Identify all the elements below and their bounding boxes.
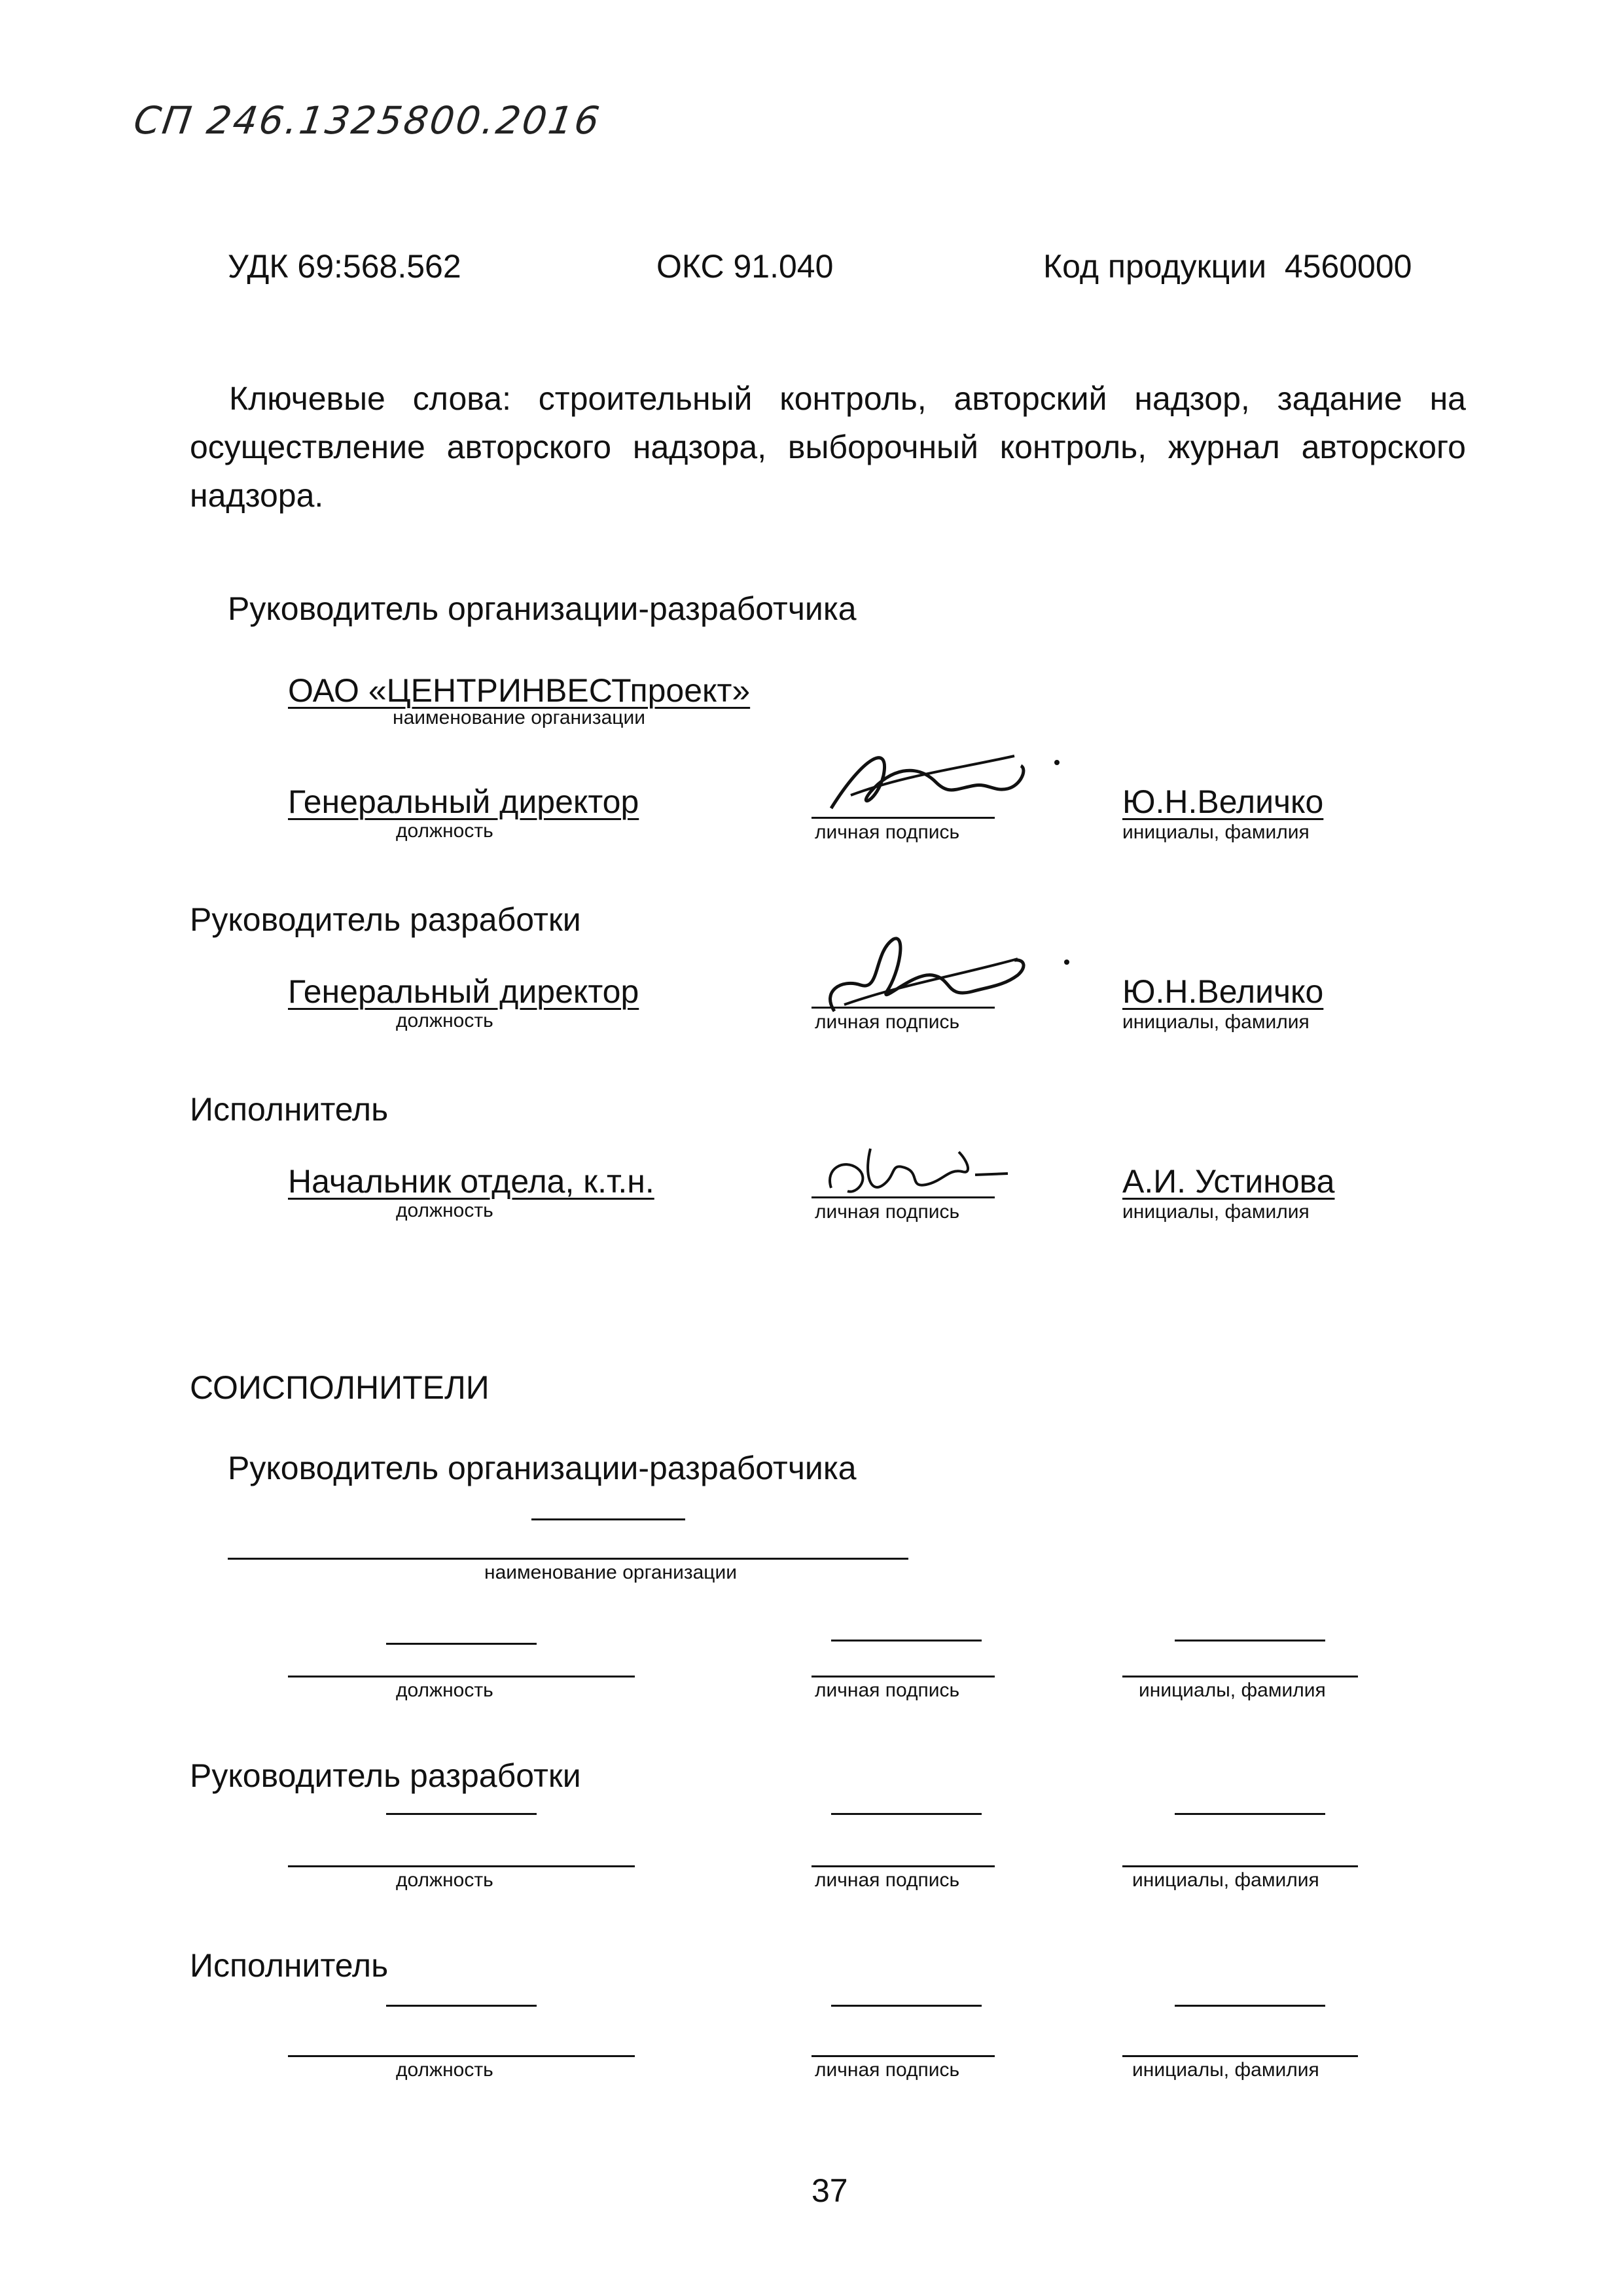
co-head-position-line xyxy=(288,1676,635,1677)
lead-position: Генеральный директор xyxy=(288,973,639,1010)
head-name: Ю.Н.Величко xyxy=(1122,783,1324,820)
co-head-name-line xyxy=(1122,1676,1358,1677)
co-org-caption: наименование организации xyxy=(484,1562,738,1583)
co-lead-signature-line xyxy=(812,1865,995,1867)
co-executor-signature-line xyxy=(812,2055,995,2057)
lead-signature-caption: личная подпись xyxy=(815,1011,960,1033)
co-dev-lead-heading: Руководитель разработки xyxy=(190,1757,581,1794)
lead-signature-line xyxy=(812,1007,995,1009)
org-name-caption: наименование организации xyxy=(393,707,646,728)
executor-signature-line xyxy=(812,1196,995,1198)
co-head-name-caption: инициалы, фамилия xyxy=(1139,1679,1326,1701)
co-head-org-heading: Руководитель организации-разработчика xyxy=(228,1450,857,1486)
executor-name: А.И. Устинова xyxy=(1122,1163,1335,1200)
co-head-name-short xyxy=(1175,1640,1325,1641)
executor-position: Начальник отдела, к.т.н. xyxy=(288,1163,654,1200)
document-code-handwritten: СП 246.1325800.2016 xyxy=(131,98,604,143)
keywords-text: Ключевые слова: строительный контроль, авторский надзор, задание на осуществление авторского надзора, выборочный контроль, журнал авторского надзора. xyxy=(190,380,1466,514)
head-org-heading: Руководитель организации-разработчика xyxy=(228,590,857,627)
co-executor-signature-caption: личная подпись xyxy=(815,2059,960,2081)
head-name-caption: инициалы, фамилия xyxy=(1122,821,1310,843)
co-lead-name-caption: инициалы, фамилия xyxy=(1132,1869,1319,1891)
head-position-caption: должность xyxy=(396,820,493,842)
head-signature xyxy=(785,730,1073,834)
product-code: Код продукции 4560000 xyxy=(1043,248,1412,285)
co-executor-position-line xyxy=(288,2055,635,2057)
co-executor-heading: Исполнитель xyxy=(190,1947,389,1984)
executor-position-caption: должность xyxy=(396,1200,493,1221)
dev-lead-heading: Руководитель разработки xyxy=(190,901,581,938)
co-org-name-line xyxy=(228,1558,908,1560)
co-executor-signature-short xyxy=(831,2005,982,2007)
co-lead-position-short xyxy=(386,1813,537,1815)
co-lead-position-caption: должность xyxy=(396,1869,493,1891)
org-name: ОАО «ЦЕНТРИНВЕСТпроект» xyxy=(288,672,751,709)
co-executor-position-caption: должность xyxy=(396,2059,493,2081)
lead-name-caption: инициалы, фамилия xyxy=(1122,1011,1310,1033)
co-head-signature-line xyxy=(812,1676,995,1677)
co-head-signature-caption: личная подпись xyxy=(815,1679,960,1701)
co-executor-position-short xyxy=(386,2005,537,2007)
executor-signature-caption: личная подпись xyxy=(815,1201,960,1223)
co-lead-signature-short xyxy=(831,1813,982,1815)
co-lead-position-line xyxy=(288,1865,635,1867)
co-head-position-caption: должность xyxy=(396,1679,493,1701)
co-lead-name-short xyxy=(1175,1813,1325,1815)
co-executor-name-line xyxy=(1122,2055,1358,2057)
co-executor-name-short xyxy=(1175,2005,1325,2007)
co-lead-signature-caption: личная подпись xyxy=(815,1869,960,1891)
lead-position-caption: должность xyxy=(396,1010,493,1031)
coexecutors-title: СОИСПОЛНИТЕЛИ xyxy=(190,1369,490,1406)
head-position: Генеральный директор xyxy=(288,783,639,820)
page-number: 37 xyxy=(812,2172,848,2209)
udk-code: УДК 69:568.562 xyxy=(228,248,461,285)
co-head-signature-short xyxy=(831,1640,982,1641)
head-signature-caption: личная подпись xyxy=(815,821,960,843)
co-org-short-line xyxy=(531,1518,685,1520)
lead-name: Ю.Н.Величко xyxy=(1122,973,1324,1010)
executor-name-caption: инициалы, фамилия xyxy=(1122,1201,1310,1223)
executor-signature xyxy=(812,1122,1060,1214)
head-signature-line xyxy=(812,817,995,819)
co-head-position-short xyxy=(386,1643,537,1645)
co-executor-name-caption: инициалы, фамилия xyxy=(1132,2059,1319,2081)
keywords-paragraph xyxy=(190,374,1466,520)
co-lead-name-line xyxy=(1122,1865,1358,1867)
oks-code: ОКС 91.040 xyxy=(656,248,834,285)
executor-heading: Исполнитель xyxy=(190,1091,389,1128)
